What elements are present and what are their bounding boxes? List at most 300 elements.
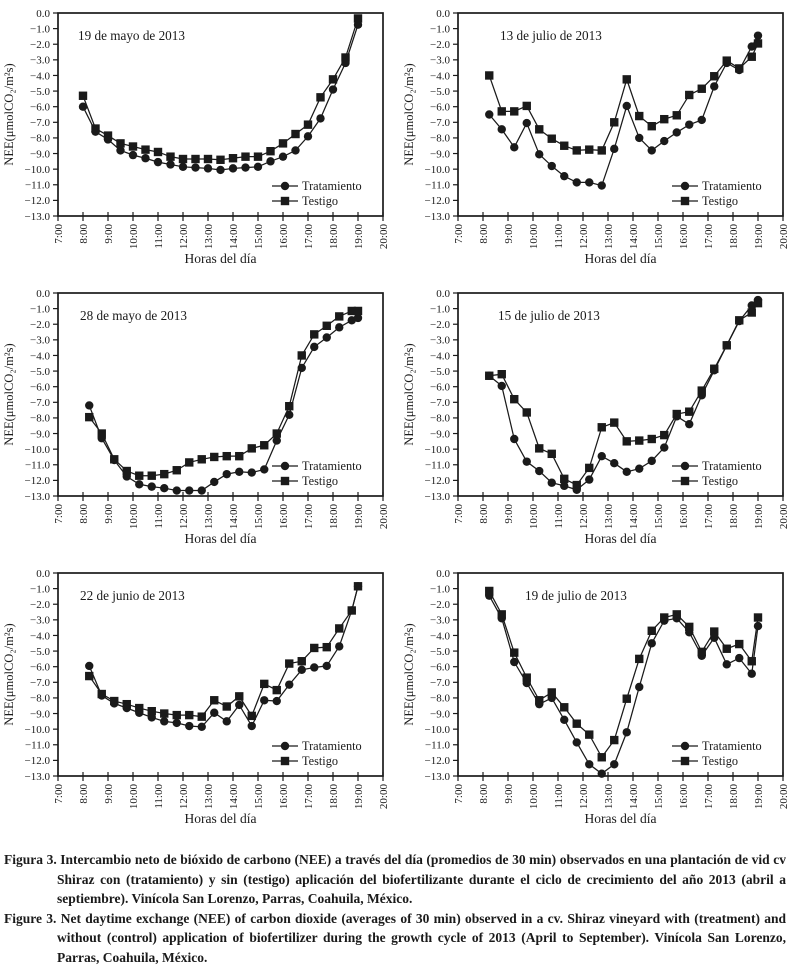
y-tick-label: −3.0 (30, 334, 50, 347)
data-point (291, 146, 299, 154)
chart-panel-6 (400, 560, 800, 840)
data-point (585, 145, 593, 153)
x-tick-label: 10:00 (528, 504, 540, 530)
y-tick-label: 0.0 (436, 287, 450, 300)
data-point (648, 627, 656, 635)
x-tick-label: 8:00 (478, 504, 490, 524)
y-tick-label: −6.0 (30, 101, 50, 114)
legend-circle-marker (681, 182, 689, 190)
x-axis-title: Horas del día (584, 531, 657, 546)
y-tick-label: −9.0 (430, 428, 450, 441)
x-tick-label: 19:00 (353, 224, 365, 250)
data-point (160, 709, 168, 717)
data-point (129, 151, 137, 159)
legend-label: Tratamiento (702, 739, 762, 753)
x-tick-label: 19:00 (753, 504, 765, 530)
data-point (585, 760, 593, 768)
data-point (610, 118, 618, 126)
data-point (123, 700, 131, 708)
data-point (485, 110, 493, 118)
figure-caption (0, 850, 800, 967)
x-tick-label: 14:00 (228, 784, 240, 810)
y-tick-label: −11.0 (424, 179, 450, 192)
x-tick-label: 15:00 (253, 504, 265, 530)
chart-svg (400, 0, 800, 280)
chart-title: 19 de julio de 2013 (525, 588, 627, 603)
data-point (298, 666, 306, 674)
x-tick-label: 8:00 (478, 224, 490, 244)
y-tick-label: −3.0 (30, 54, 50, 67)
y-tick-label: 0.0 (436, 7, 450, 20)
data-point (754, 39, 762, 47)
data-point (685, 420, 693, 428)
chart-svg (0, 280, 400, 560)
data-point (623, 102, 631, 110)
y-tick-label: −3.0 (430, 54, 450, 67)
data-point (710, 365, 718, 373)
x-tick-label: 17:00 (703, 504, 715, 530)
x-tick-label: 10:00 (128, 224, 140, 250)
legend-label: Tratamiento (302, 179, 362, 193)
data-point (610, 760, 618, 768)
data-point (316, 114, 324, 122)
data-point (335, 323, 343, 331)
data-point (323, 662, 331, 670)
data-point (329, 75, 337, 83)
x-tick-label: 10:00 (128, 784, 140, 810)
data-point (735, 640, 743, 648)
data-point (316, 93, 324, 101)
data-point (710, 72, 718, 80)
x-tick-label: 11:00 (553, 784, 565, 809)
data-point (354, 582, 362, 590)
data-point (698, 85, 706, 93)
x-tick-label: 12:00 (578, 504, 590, 530)
x-tick-label: 7:00 (453, 784, 465, 804)
y-axis-title: NEE(μmolCO₂/m²s) (2, 623, 16, 726)
data-point (223, 452, 231, 460)
x-tick-label: 17:00 (303, 784, 315, 810)
data-point (635, 134, 643, 142)
data-point (135, 704, 143, 712)
data-point (598, 769, 606, 777)
data-point (635, 436, 643, 444)
data-point (754, 299, 762, 307)
y-tick-label: −13.0 (24, 210, 50, 223)
data-point (216, 166, 224, 174)
data-point (573, 178, 581, 186)
caption-text-es: Intercambio neto de bióxido de carbono (NEE) a través del día (promedios de 30 min) observados en una plantación de vid cv Shiraz con (tratamiento) y sin (testigo) aplicación del biofertilizante durante el ciclo de crecimiento del año 2013 (abril a septiembre). Vinícola San Lorenzo, Parras, Coahuila, México. (57, 852, 787, 907)
data-point (260, 696, 268, 704)
y-tick-label: −10.0 (424, 443, 450, 456)
legend-square-marker (281, 757, 289, 765)
data-point (179, 155, 187, 163)
x-tick-label: 9:00 (503, 224, 515, 244)
data-point (198, 723, 206, 731)
data-point (129, 142, 137, 150)
data-point (585, 475, 593, 483)
data-point (635, 683, 643, 691)
legend-square-marker (681, 757, 689, 765)
legend-label: Testigo (302, 754, 339, 768)
x-tick-label: 19:00 (753, 224, 765, 250)
legend-label: Testigo (302, 474, 339, 488)
data-point (754, 613, 762, 621)
x-axis (53, 212, 390, 249)
x-tick-label: 8:00 (78, 224, 90, 244)
x-axis (453, 212, 790, 249)
data-point (685, 407, 693, 415)
data-point (210, 709, 218, 717)
x-tick-label: 8:00 (478, 784, 490, 804)
data-point (198, 455, 206, 463)
data-point (735, 64, 743, 72)
x-tick-label: 8:00 (78, 784, 90, 804)
y-tick-label: −6.0 (430, 661, 450, 674)
x-tick-label: 19:00 (353, 784, 365, 810)
data-point (354, 14, 362, 22)
x-tick-label: 9:00 (103, 224, 115, 244)
y-tick-label: −10.0 (424, 723, 450, 736)
data-point (223, 717, 231, 725)
data-point (323, 643, 331, 651)
x-tick-label: 16:00 (678, 784, 690, 810)
legend-circle-marker (281, 742, 289, 750)
data-point (148, 472, 156, 480)
chart-panel-3 (0, 280, 400, 560)
data-point (329, 85, 337, 93)
data-point (285, 402, 293, 410)
y-tick-label: −7.0 (30, 677, 50, 690)
data-point (523, 457, 531, 465)
data-point (216, 156, 224, 164)
data-point (335, 624, 343, 632)
data-point (548, 688, 556, 696)
data-point (135, 480, 143, 488)
y-tick-label: −1.0 (430, 583, 450, 596)
caption-english (4, 909, 786, 968)
x-tick-label: 15:00 (653, 224, 665, 250)
data-point (523, 408, 531, 416)
y-tick-label: −7.0 (30, 117, 50, 130)
data-point (698, 116, 706, 124)
y-tick-label: −1.0 (30, 23, 50, 36)
legend-label: Tratamiento (302, 459, 362, 473)
y-tick-label: −1.0 (430, 23, 450, 36)
data-point (160, 484, 168, 492)
y-tick-label: −9.0 (30, 708, 50, 721)
data-point (166, 160, 174, 168)
y-tick-label: 0.0 (36, 567, 50, 580)
y-tick-label: −9.0 (430, 148, 450, 161)
data-point (498, 610, 506, 618)
data-point (154, 158, 162, 166)
y-tick-label: 0.0 (436, 567, 450, 580)
data-point (523, 102, 531, 110)
data-point (585, 178, 593, 186)
x-axis (53, 492, 390, 529)
data-point (648, 146, 656, 154)
x-axis-title: Horas del día (184, 251, 257, 266)
data-point (310, 343, 318, 351)
data-point (623, 695, 631, 703)
data-point (223, 470, 231, 478)
y-tick-label: −9.0 (430, 708, 450, 721)
data-point (660, 137, 668, 145)
data-point (623, 468, 631, 476)
data-point (273, 686, 281, 694)
x-tick-label: 7:00 (53, 784, 65, 804)
y-tick-label: −11.0 (24, 179, 50, 192)
data-point (248, 712, 256, 720)
data-point (723, 660, 731, 668)
x-tick-label: 19:00 (353, 504, 365, 530)
y-tick-label: −11.0 (424, 459, 450, 472)
x-axis (453, 492, 790, 529)
data-point (748, 308, 756, 316)
x-tick-label: 11:00 (153, 504, 165, 529)
x-tick-label: 14:00 (628, 504, 640, 530)
y-tick-label: −2.0 (430, 319, 450, 332)
data-point (323, 333, 331, 341)
y-tick-label: −8.0 (430, 132, 450, 145)
y-tick-label: −7.0 (430, 397, 450, 410)
x-tick-label: 18:00 (728, 504, 740, 530)
x-tick-label: 20:00 (778, 224, 790, 250)
data-point (698, 648, 706, 656)
data-point (573, 738, 581, 746)
data-point (635, 655, 643, 663)
x-axis-title: Horas del día (184, 531, 257, 546)
chart-title: 19 de mayo de 2013 (78, 28, 185, 43)
legend-circle-marker (681, 462, 689, 470)
legend-label: Testigo (702, 194, 739, 208)
data-point (623, 437, 631, 445)
data-point (598, 452, 606, 460)
chart-svg (0, 560, 400, 840)
y-tick-label: −4.0 (430, 70, 450, 83)
data-point (173, 486, 181, 494)
data-point (660, 613, 668, 621)
data-point (660, 431, 668, 439)
data-point (523, 673, 531, 681)
legend-square-marker (281, 197, 289, 205)
x-tick-label: 14:00 (228, 504, 240, 530)
legend-circle-marker (681, 742, 689, 750)
x-tick-label: 10:00 (128, 504, 140, 530)
data-point (635, 464, 643, 472)
chart-panel-5 (0, 560, 400, 840)
data-point (98, 429, 106, 437)
y-tick-label: −2.0 (30, 319, 50, 332)
legend-label: Tratamiento (702, 459, 762, 473)
data-point (260, 441, 268, 449)
x-tick-label: 18:00 (728, 224, 740, 250)
x-tick-label: 17:00 (303, 504, 315, 530)
data-point (198, 712, 206, 720)
data-point (298, 657, 306, 665)
data-point (141, 145, 149, 153)
data-point (723, 645, 731, 653)
data-point (485, 71, 493, 79)
chart-panel-2 (400, 0, 800, 280)
y-tick-label: −11.0 (424, 739, 450, 752)
data-point (173, 711, 181, 719)
y-tick-label: −6.0 (30, 661, 50, 674)
data-point (85, 401, 93, 409)
data-point (210, 478, 218, 486)
y-tick-label: −13.0 (424, 210, 450, 223)
x-tick-label: 10:00 (528, 224, 540, 250)
data-point (510, 107, 518, 115)
data-point (748, 670, 756, 678)
x-tick-label: 18:00 (328, 784, 340, 810)
x-axis-title: Horas del día (184, 811, 257, 826)
data-point (723, 341, 731, 349)
y-tick-label: −12.0 (24, 475, 50, 488)
x-tick-label: 20:00 (378, 504, 390, 530)
y-tick-label: −8.0 (430, 692, 450, 705)
data-point (623, 75, 631, 83)
data-point (173, 719, 181, 727)
data-point (598, 753, 606, 761)
data-point (623, 728, 631, 736)
data-point (148, 707, 156, 715)
x-tick-label: 13:00 (203, 784, 215, 810)
x-tick-label: 13:00 (603, 784, 615, 810)
data-point (85, 662, 93, 670)
x-axis-title: Horas del día (584, 251, 657, 266)
x-tick-label: 11:00 (153, 224, 165, 249)
data-point (485, 587, 493, 595)
data-point (673, 111, 681, 119)
data-point (310, 663, 318, 671)
x-tick-label: 17:00 (703, 784, 715, 810)
data-point (116, 139, 124, 147)
data-point (98, 690, 106, 698)
y-tick-label: −12.0 (24, 755, 50, 768)
caption-text-en: Net daytime exchange (NEE) of carbon dioxide (averages of 30 min) observed in a cv. Shiraz vineyard with (treatment) and without (control) application of biofertilizer during the growth cycle of 2013 (April to September). Vinícola San Lorenzo, Parras, Coahuila, México. (57, 910, 787, 965)
y-tick-label: −13.0 (24, 770, 50, 783)
data-point (341, 53, 349, 61)
data-point (235, 468, 243, 476)
data-point (754, 31, 762, 39)
data-point (510, 435, 518, 443)
data-point (85, 672, 93, 680)
data-point (573, 146, 581, 154)
x-tick-label: 17:00 (303, 224, 315, 250)
data-point (598, 423, 606, 431)
data-point (573, 719, 581, 727)
data-point (523, 119, 531, 127)
data-point (310, 330, 318, 338)
caption-spanish (4, 850, 786, 909)
y-tick-label: −5.0 (30, 365, 50, 378)
data-point (260, 680, 268, 688)
chart-svg (400, 560, 800, 840)
y-tick-label: −5.0 (30, 645, 50, 658)
data-point (91, 124, 99, 132)
y-tick-label: −4.0 (30, 70, 50, 83)
data-point (510, 648, 518, 656)
data-point (279, 139, 287, 147)
x-tick-label: 20:00 (378, 784, 390, 810)
data-point (648, 457, 656, 465)
data-point (535, 696, 543, 704)
x-tick-label: 13:00 (603, 504, 615, 530)
data-point (285, 680, 293, 688)
data-point (235, 692, 243, 700)
data-point (298, 351, 306, 359)
x-tick-label: 12:00 (178, 504, 190, 530)
y-tick-label: −10.0 (24, 163, 50, 176)
data-point (273, 697, 281, 705)
y-tick-label: −5.0 (30, 85, 50, 98)
data-point (685, 623, 693, 631)
y-tick-label: −10.0 (24, 443, 50, 456)
data-point (173, 466, 181, 474)
chart-panel-4 (400, 280, 800, 560)
y-tick-label: 0.0 (36, 7, 50, 20)
data-point (266, 147, 274, 155)
y-axis (25, 8, 58, 223)
x-tick-label: 15:00 (653, 784, 665, 810)
y-tick-label: −13.0 (424, 770, 450, 783)
data-point (135, 472, 143, 480)
x-tick-label: 9:00 (503, 504, 515, 524)
legend-label: Testigo (702, 474, 739, 488)
data-point (348, 606, 356, 614)
y-tick-label: −12.0 (24, 195, 50, 208)
x-tick-label: 7:00 (453, 224, 465, 244)
x-axis (53, 772, 390, 809)
y-tick-label: −12.0 (424, 755, 450, 768)
data-point (735, 654, 743, 662)
data-point (198, 486, 206, 494)
y-axis-title: NEE(μmolCO₂/m²s) (402, 63, 416, 166)
data-point (748, 657, 756, 665)
legend-square-marker (681, 197, 689, 205)
data-point (185, 722, 193, 730)
chart-title: 15 de julio de 2013 (498, 308, 600, 323)
data-point (185, 458, 193, 466)
x-tick-label: 16:00 (278, 784, 290, 810)
data-point (160, 717, 168, 725)
data-point (510, 395, 518, 403)
y-tick-label: −13.0 (24, 490, 50, 503)
data-point (210, 453, 218, 461)
data-point (535, 150, 543, 158)
data-point (191, 155, 199, 163)
x-tick-label: 14:00 (628, 224, 640, 250)
data-point (160, 470, 168, 478)
x-tick-label: 13:00 (603, 224, 615, 250)
data-point (323, 322, 331, 330)
chart-panel-1 (0, 0, 400, 280)
legend-square-marker (681, 477, 689, 485)
data-point (335, 312, 343, 320)
x-axis-title: Horas del día (584, 811, 657, 826)
data-point (754, 622, 762, 630)
data-point (548, 479, 556, 487)
x-tick-label: 20:00 (378, 224, 390, 250)
data-point (291, 130, 299, 138)
y-axis-title: NEE(μmolCO₂/m²s) (402, 623, 416, 726)
y-tick-label: −3.0 (30, 614, 50, 627)
y-tick-label: −9.0 (30, 148, 50, 161)
caption-label-es: Figura 3. (4, 852, 57, 867)
legend-circle-marker (281, 462, 289, 470)
